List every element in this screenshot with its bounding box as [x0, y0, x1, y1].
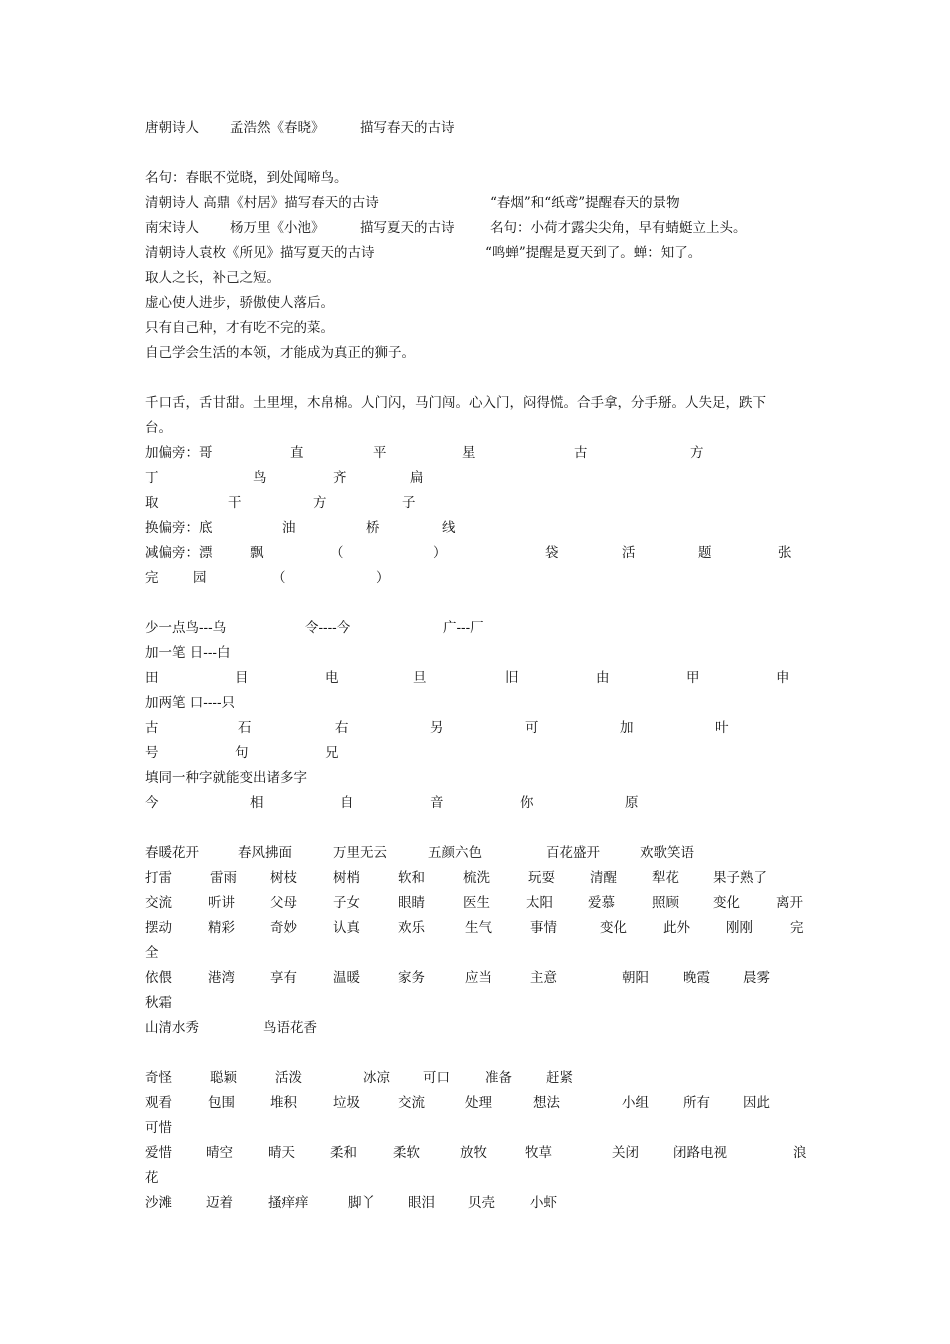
- text-segment: 虚心使人进步，骄傲使人落后。: [145, 295, 334, 311]
- text-segment: 万里无云: [333, 845, 387, 861]
- text-segment: 可: [525, 720, 539, 736]
- text-segment: 山清水秀: [145, 1020, 199, 1036]
- text-segment: 描写春天的古诗: [360, 120, 455, 136]
- text-segment: 晚霞: [683, 970, 710, 986]
- text-segment: 晴空: [206, 1145, 233, 1161]
- text-segment: 古: [145, 720, 159, 736]
- text-segment: 爱惜: [145, 1145, 172, 1161]
- text-segment: 所有: [683, 1095, 710, 1111]
- text-segment: 台。: [145, 420, 172, 436]
- text-segment: 活: [622, 545, 636, 561]
- text-segment: 依偎: [145, 970, 172, 986]
- text-segment: 打雷: [145, 870, 172, 886]
- text-segment: 晨雾: [743, 970, 770, 986]
- text-segment: 牧草: [525, 1145, 552, 1161]
- text-segment: 朝阳: [622, 970, 649, 986]
- text-segment: 旦: [413, 670, 427, 686]
- text-segment: 兄: [325, 745, 339, 761]
- text-segment: 取人之长，补己之短。: [145, 270, 280, 286]
- text-segment: 脚丫: [348, 1195, 375, 1211]
- text-segment: ）: [376, 570, 390, 586]
- text-segment: 鸟语花香: [263, 1020, 317, 1036]
- text-segment: 完: [790, 920, 804, 936]
- text-segment: 名句：小荷才露尖尖角，早有蜻蜓立上头。: [490, 220, 747, 236]
- text-segment: 全: [145, 945, 159, 961]
- text-segment: 太阳: [526, 895, 553, 911]
- text-segment: 精彩: [208, 920, 235, 936]
- text-segment: 眼睛: [398, 895, 425, 911]
- text-segment: 相: [250, 795, 264, 811]
- text-segment: 爱慕: [588, 895, 615, 911]
- text-segment: （: [272, 570, 286, 586]
- text-segment: 可惜: [145, 1120, 172, 1136]
- text-segment: 星: [462, 445, 476, 461]
- text-segment: 平: [373, 445, 387, 461]
- text-segment: 认真: [333, 920, 360, 936]
- text-segment: 梳洗: [463, 870, 490, 886]
- text-segment: 减偏旁：漂: [145, 545, 213, 561]
- text-segment: 准备: [485, 1070, 512, 1086]
- text-segment: 清朝诗人 高鼎《村居》描写春天的古诗: [145, 195, 379, 211]
- text-segment: 交流: [145, 895, 172, 911]
- text-segment: 千口舌，舌甘甜。土里埋，木帛棉。人门闪，马门闯。心入门，闷得慌。合手拿，分手掰。人失足，跌下: [145, 395, 766, 411]
- text-segment: 描写夏天的古诗: [360, 220, 455, 236]
- text-segment: 少一点鸟---乌: [145, 620, 227, 636]
- text-segment: 加偏旁：哥: [145, 445, 213, 461]
- text-segment: 聪颖: [210, 1070, 237, 1086]
- text-segment: 百花盛开: [546, 845, 600, 861]
- text-segment: 申: [776, 670, 790, 686]
- text-segment: 树枝: [270, 870, 297, 886]
- text-segment: 古: [574, 445, 588, 461]
- text-segment: 欢乐: [398, 920, 425, 936]
- text-segment: 原: [625, 795, 639, 811]
- text-segment: 南宋诗人: [145, 220, 199, 236]
- text-segment: 名句：春眠不觉晓，到处闻啼鸟。: [145, 170, 348, 186]
- text-segment: 令----今: [305, 620, 351, 636]
- text-segment: 句: [235, 745, 249, 761]
- text-segment: 加两笔 口----只: [145, 695, 236, 711]
- text-segment: 叶: [715, 720, 729, 736]
- text-segment: 事情: [530, 920, 557, 936]
- text-segment: 家务: [398, 970, 425, 986]
- text-segment: 应当: [465, 970, 492, 986]
- text-segment: 处理: [465, 1095, 492, 1111]
- text-segment: 桥: [366, 520, 380, 536]
- text-segment: 离开: [776, 895, 803, 911]
- text-segment: 填同一种字就能变出诸多字: [145, 770, 307, 786]
- text-segment: 温暖: [333, 970, 360, 986]
- text-segment: 子: [402, 495, 416, 511]
- text-segment: 齐: [333, 470, 347, 486]
- text-segment: 柔和: [330, 1145, 357, 1161]
- text-segment: 生气: [465, 920, 492, 936]
- text-segment: 搔痒痒: [268, 1195, 309, 1211]
- text-segment: 欢歌笑语: [640, 845, 694, 861]
- text-segment: 杨万里《小池》: [230, 220, 325, 236]
- text-segment: 直: [290, 445, 304, 461]
- text-segment: 贝壳: [468, 1195, 495, 1211]
- text-segment: 花: [145, 1170, 159, 1186]
- text-segment: 飘: [250, 545, 264, 561]
- text-segment: 取: [145, 495, 159, 511]
- text-segment: 奇怪: [145, 1070, 172, 1086]
- text-segment: 油: [282, 520, 296, 536]
- text-segment: 享有: [270, 970, 297, 986]
- text-segment: 软和: [398, 870, 425, 886]
- text-segment: ）: [433, 545, 447, 561]
- text-segment: 音: [430, 795, 444, 811]
- text-segment: 放牧: [460, 1145, 487, 1161]
- text-segment: 换偏旁：底: [145, 520, 213, 536]
- text-segment: 奇妙: [270, 920, 297, 936]
- text-segment: 你: [520, 795, 534, 811]
- text-segment: 父母: [270, 895, 297, 911]
- text-segment: 柔软: [393, 1145, 420, 1161]
- text-segment: “春烟”和“纸鸢”提醒春天的景物: [490, 195, 680, 211]
- text-segment: 今: [145, 795, 159, 811]
- text-segment: 赶紧: [546, 1070, 573, 1086]
- text-segment: 清朝诗人袁枚《所见》描写夏天的古诗: [145, 245, 375, 261]
- text-segment: 关闭: [612, 1145, 639, 1161]
- text-segment: 变化: [600, 920, 627, 936]
- text-segment: 右: [335, 720, 349, 736]
- text-segment: 五颜六色: [428, 845, 482, 861]
- text-segment: 浪: [793, 1145, 807, 1161]
- text-segment: 变化: [713, 895, 740, 911]
- text-segment: 雷雨: [210, 870, 237, 886]
- text-segment: 沙滩: [145, 1195, 172, 1211]
- text-segment: 子女: [333, 895, 360, 911]
- text-segment: 另: [430, 720, 444, 736]
- text-segment: 完: [145, 570, 159, 586]
- text-segment: 加: [620, 720, 634, 736]
- text-segment: 题: [698, 545, 712, 561]
- text-segment: 石: [238, 720, 252, 736]
- text-segment: 港湾: [208, 970, 235, 986]
- text-segment: 树梢: [333, 870, 360, 886]
- text-segment: 清醒: [590, 870, 617, 886]
- text-segment: 鸟: [253, 470, 267, 486]
- text-segment: 方: [690, 445, 704, 461]
- text-segment: 因此: [743, 1095, 770, 1111]
- text-segment: 号: [145, 745, 159, 761]
- text-segment: 堆积: [270, 1095, 297, 1111]
- text-segment: 秋霜: [145, 995, 172, 1011]
- text-segment: 小虾: [530, 1195, 557, 1211]
- text-segment: 交流: [398, 1095, 425, 1111]
- text-segment: 闭路电视: [673, 1145, 727, 1161]
- text-segment: 刚刚: [726, 920, 753, 936]
- text-segment: 犁花: [652, 870, 679, 886]
- text-segment: 袋: [545, 545, 559, 561]
- text-segment: 听讲: [208, 895, 235, 911]
- text-segment: 活泼: [275, 1070, 302, 1086]
- text-segment: 自己学会生活的本领，才能成为真正的狮子。: [145, 345, 415, 361]
- text-segment: 丁: [145, 470, 159, 486]
- text-segment: 果子熟了: [713, 870, 767, 886]
- text-segment: 垃圾: [333, 1095, 360, 1111]
- text-segment: 此外: [663, 920, 690, 936]
- text-segment: 方: [313, 495, 327, 511]
- text-segment: 田: [145, 670, 159, 686]
- text-segment: 眼泪: [408, 1195, 435, 1211]
- text-segment: 冰凉: [363, 1070, 390, 1086]
- text-segment: 张: [778, 545, 792, 561]
- text-segment: 广---厂: [443, 620, 484, 636]
- text-segment: 照顾: [652, 895, 679, 911]
- text-segment: 唐朝诗人: [145, 120, 199, 136]
- text-segment: 想法: [533, 1095, 560, 1111]
- text-segment: 春暖花开: [145, 845, 199, 861]
- text-segment: 目: [235, 670, 249, 686]
- text-segment: （: [330, 545, 344, 561]
- text-segment: 包围: [208, 1095, 235, 1111]
- text-segment: 摆动: [145, 920, 172, 936]
- text-segment: 只有自己种，才有吃不完的菜。: [145, 320, 334, 336]
- text-segment: 园: [193, 570, 207, 586]
- text-segment: 自: [340, 795, 354, 811]
- text-segment: 迈着: [206, 1195, 233, 1211]
- text-segment: 小组: [622, 1095, 649, 1111]
- text-segment: 孟浩然《春晓》: [230, 120, 325, 136]
- text-segment: 干: [228, 495, 242, 511]
- text-segment: 电: [325, 670, 339, 686]
- text-segment: 主意: [530, 970, 557, 986]
- text-segment: 医生: [463, 895, 490, 911]
- text-segment: 可口: [423, 1070, 450, 1086]
- text-segment: 加一笔 日---白: [145, 645, 231, 661]
- text-segment: 玩耍: [528, 870, 555, 886]
- text-segment: 线: [442, 520, 456, 536]
- text-segment: 扁: [410, 470, 424, 486]
- text-segment: “鸣蝉”提醒是夏天到了。蝉：知了。: [485, 245, 702, 261]
- text-segment: 旧: [505, 670, 519, 686]
- text-segment: 由: [596, 670, 610, 686]
- text-segment: 春风拂面: [238, 845, 292, 861]
- text-segment: 观看: [145, 1095, 172, 1111]
- text-segment: 晴天: [268, 1145, 295, 1161]
- text-segment: 甲: [686, 670, 700, 686]
